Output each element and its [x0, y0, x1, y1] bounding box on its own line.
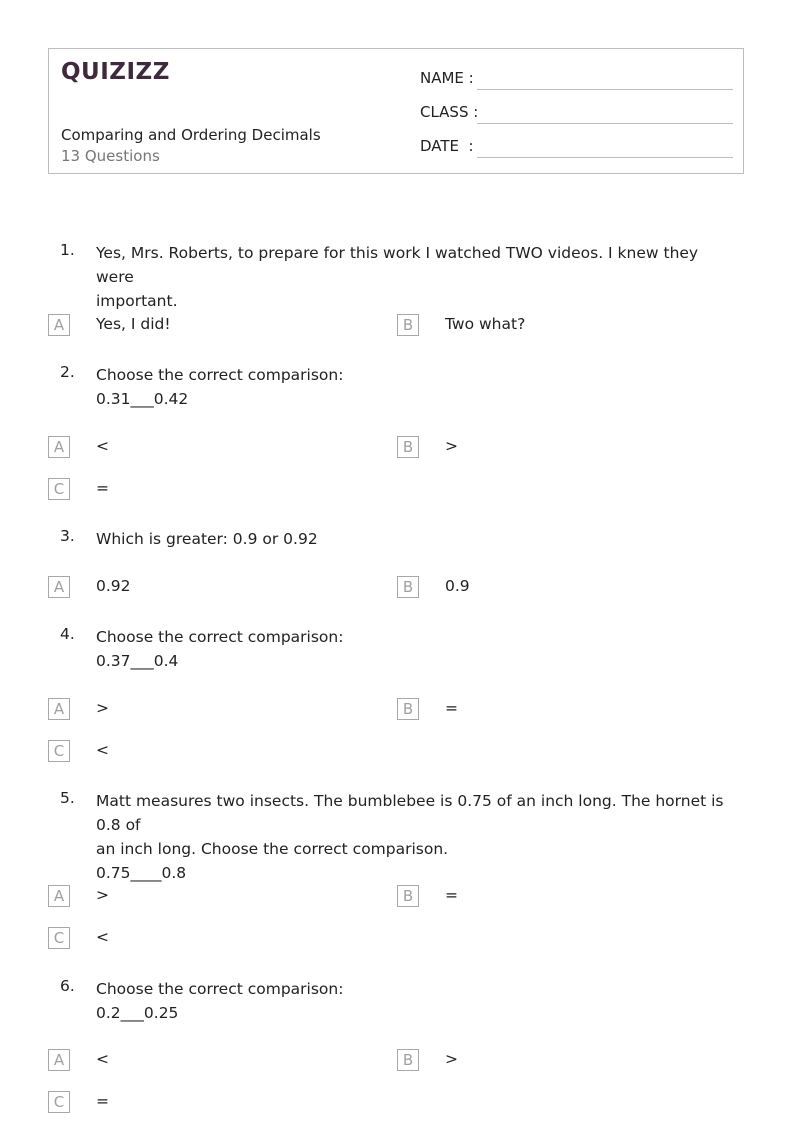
question-text [96, 363, 736, 411]
class-line [477, 123, 733, 124]
question-text [96, 527, 736, 551]
option-letter-box: C [48, 927, 70, 949]
option-letter-box: B [397, 314, 419, 336]
question-line: Choose the correct comparison: [96, 980, 344, 998]
question-text [96, 625, 736, 673]
option-letter-box: B [397, 885, 419, 907]
question-line: 0.31___0.42 [96, 390, 189, 408]
question-line: Matt measures two insects. The bumblebee is 0.75 of an inch long. The hornet is 0.8 of [96, 792, 729, 834]
option-text: = [445, 699, 458, 717]
option-letter-box: A [48, 698, 70, 720]
worksheet-header [48, 48, 744, 174]
question-line: an inch long. Choose the correct comparison. [96, 840, 449, 858]
option-letter-box: A [48, 576, 70, 598]
question-line: 0.2___0.25 [96, 1004, 179, 1022]
question-text [96, 241, 736, 313]
name-label: NAME : [420, 69, 474, 87]
option-letter-box: C [48, 740, 70, 762]
option-text: = [445, 886, 458, 904]
option-letter-box: A [48, 1049, 70, 1071]
option-text: < [96, 1050, 109, 1068]
option-text: Two what? [445, 315, 526, 333]
question-number: 4. [60, 625, 75, 643]
option-text: < [96, 928, 109, 946]
question-line: 0.75____0.8 [96, 864, 187, 882]
option-letter-box: B [397, 1049, 419, 1071]
option-text: > [445, 1050, 458, 1068]
question-line: 0.37___0.4 [96, 652, 179, 670]
class-label: CLASS : [420, 103, 479, 121]
option-letter-box: A [48, 314, 70, 336]
question-number: 2. [60, 363, 75, 381]
question-text [96, 977, 736, 1025]
question-text [96, 789, 736, 885]
option-letter-box: B [397, 576, 419, 598]
question-line: Yes, Mrs. Roberts, to prepare for this work I watched TWO videos. I knew they were [96, 244, 704, 286]
option-letter-box: A [48, 885, 70, 907]
question-line: Choose the correct comparison: [96, 366, 344, 384]
quizizz-logo: QUIZIZZ [61, 59, 170, 85]
option-text: 0.92 [96, 577, 131, 595]
date-label: DATE : [420, 137, 474, 155]
question-number: 1. [60, 241, 75, 259]
option-text: > [96, 699, 109, 717]
option-text: < [96, 437, 109, 455]
option-text: Yes, I did! [96, 315, 171, 333]
option-letter-box: C [48, 478, 70, 500]
question-line: Choose the correct comparison: [96, 628, 344, 646]
question-number: 5. [60, 789, 75, 807]
option-text: = [96, 479, 109, 497]
question-number: 3. [60, 527, 75, 545]
option-text: 0.9 [445, 577, 470, 595]
option-text: = [96, 1092, 109, 1110]
question-number: 6. [60, 977, 75, 995]
question-line: important. [96, 292, 178, 310]
question-line: Which is greater: 0.9 or 0.92 [96, 530, 318, 548]
option-letter-box: C [48, 1091, 70, 1113]
option-letter-box: B [397, 698, 419, 720]
option-letter-box: B [397, 436, 419, 458]
name-line [477, 89, 733, 90]
option-letter-box: A [48, 436, 70, 458]
date-line [477, 157, 733, 158]
worksheet-title: Comparing and Ordering Decimals [61, 126, 321, 144]
option-text: > [96, 886, 109, 904]
question-count: 13 Questions [61, 147, 160, 165]
option-text: > [445, 437, 458, 455]
option-text: < [96, 741, 109, 759]
